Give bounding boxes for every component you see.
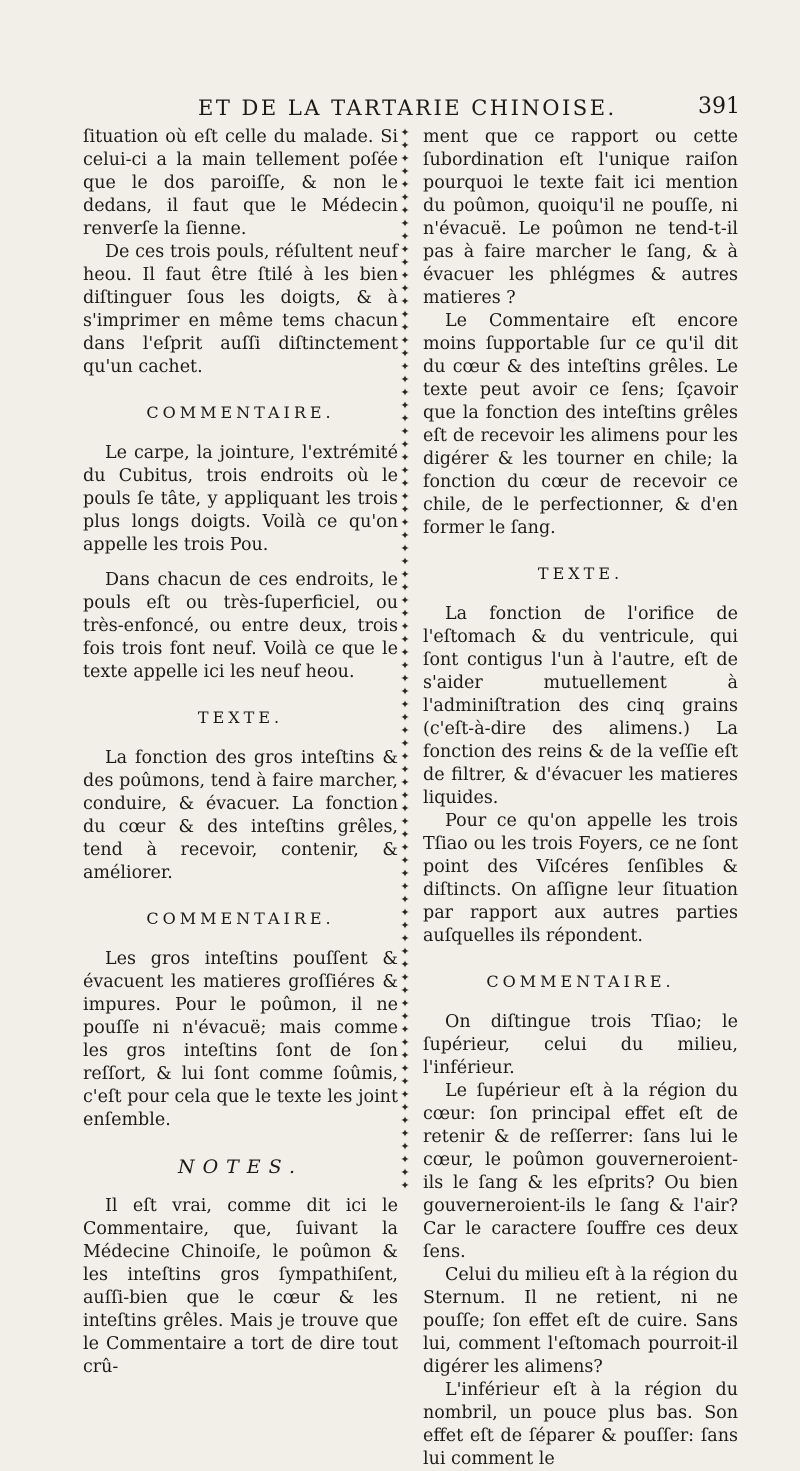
paragraph: De ces trois pouls, réſultent neuf heou. Il faut être ſtilé à les bien diſtinguer ſous les doigts, & à s'imprimer en même tems chacun dans l'eſprit auſſi diſtinctement qu'un cachet. <box>83 242 398 377</box>
paragraph: Il eſt vrai, comme dit ici le Commentaire, que, ſuivant la Médecine Chinoiſe, le poûmon & les inteſtins gros ſympathiſent, auſſi-bien que le cœur & les inteſtins grêles. Mais je trouve que le Commentaire a tort de dire tout crû- <box>83 1196 398 1377</box>
paragraph: Le Commentaire eſt encore moins ſupportable ſur ce qu'il dit du cœur & des inteſtins grêles. Le texte peut avoir ce ſens; ſçavoir que la fonction des inteſtins grêles eſt de recevoir les alimens pour les digérer & les tourner en chile; la fonction du cœur de recevoir ce chile, de le perfectionner, & d'en former le ſang. <box>423 311 738 538</box>
paragraph: ſituation où eſt celle du malade. Si celui-ci a la main tellement poſée que le dos paroiſſe, & non le dedans, il faut que le Médecin renverſe la ſienne. <box>83 127 398 239</box>
paragraph: L'inférieur eſt à la région du nombril, un pouce plus bas. Son effet eſt de ſéparer & pouſſer: ſans lui comment le <box>423 1380 738 1469</box>
paragraph: Les gros inteſtins pouſſent & évacuent les matieres groſſiéres & impures. Pour le poûmon, il ne pouſſe ni n'évacuë; mais comme les gros inteſtins ſont de ſon reſſort, & lui ſont comme ſoûmis, c'eſt pour cela que le texte les joint enſemble. <box>83 949 398 1130</box>
section-heading: TEXTE. <box>197 708 284 727</box>
paragraph: Le carpe, la jointure, l'extrémité du Cubitus, trois endroits où le pouls ſe tâte, y appliquant les trois plus longs doigts. Voilà ce qu'on appelle les trois Pou. <box>83 443 398 555</box>
fleuron-column-divider-icon: ✦ ✦ ✦ ✦ ✦ ✦ ✦ ✦ ✦ ✦ ✦ ✦ ✦ ✦ ✦ ✦ ✦ ✦ ✦ ✦ ✦ ✦ ✦ ✦ ✦ ✦ ✦ ✦ ✦ ✦ ✦ ✦ ✦ ✦ ✦ ✦ ✦ ✦ ✦ ✦ ✦ ✦ ✦ ✦ ✦ ✦ ✦ ✦ ✦ ✦ ✦ ✦ ✦ ✦ ✦ ✦ ✦ ✦ ✦ ✦ ✦ ✦ ✦ ✦ ✦ ✦ ✦ ✦ ✦ ✦ ✦ ✦ ✦ ✦ ✦ ✦ ✦ ✦ ✦ ✦ ✦ ✦ <box>400 126 410 1192</box>
paragraph: On diſtingue trois Tſiao; le ſupérieur, celui du milieu, l'inférieur. <box>423 1012 738 1078</box>
paragraph: ment que ce rapport ou cette ſubordination eſt l'unique raiſon pourquoi le texte fait ici mention du poûmon, quoiqu'il ne pouſſe, ni n'évacuë. Le poûmon ne tend-t-il pas à faire marcher le ſang, & à évacuer les phlégmes & autres matieres ? <box>423 127 738 308</box>
paragraph: Le ſupérieur eſt à la région du cœur: ſon principal effet eſt de retenir & de reſſerrer: ſans lui le cœur, le poûmon gouverneroient-ils le ſang & les eſprits? Ou bien gouverneroient-ils le ſang & l'air? Car le caractere ſouffre ces deux ſens. <box>423 1081 738 1262</box>
section-heading: COMMENTAIRE. <box>146 403 335 422</box>
running-head: ET DE LA TARTARIE CHINOISE. <box>198 96 617 120</box>
section-heading: COMMENTAIRE. <box>486 972 675 991</box>
paragraph: La fonction des gros inteſtins & des poûmons, tend à faire marcher, conduire, & évacuer. La fonction du cœur & des inteſtins grêles, tend à recevoir, contenir, & améliorer. <box>83 748 398 883</box>
right-column <box>423 126 738 1471</box>
paragraph: Pour ce qu'on appelle les trois Tſiao ou les trois Foyers, ce ne ſont point des Viſcéres ſenſibles & diſtincts. On aſſigne leur ſituation par rapport aux autres parties auſquelles ils répondent. <box>423 811 738 946</box>
page-number: 391 <box>698 94 740 119</box>
paragraph: Dans chacun de ces endroits, le pouls eſt ou très-ſuperficiel, ou très-enfoncé, ou entre deux, trois fois trois font neuf. Voilà ce que le texte appelle ici les neuf heou. <box>83 570 398 682</box>
paragraph: La fonction de l'orifice de l'eſtomach & du ventricule, qui ſont contigus l'un à l'autre, eſt de s'aider mutuellement à l'adminiſtration des cinq grains (c'eſt-à-dire des alimens.) La fonction des reins & de la veſſie eſt de filtrer, & d'évacuer les matieres liquides. <box>423 604 738 808</box>
section-heading: NOTES. <box>177 1156 304 1178</box>
left-column <box>83 126 398 1379</box>
section-heading: COMMENTAIRE. <box>146 909 335 928</box>
paragraph: Celui du milieu eſt à la région du Sternum. Il ne retient, ni ne pouſſe; ſon effet eſt de cuire. Sans lui, comment l'eſtomach pourroit-il digérer les alimens? <box>423 1265 738 1377</box>
section-heading: TEXTE. <box>537 564 624 583</box>
